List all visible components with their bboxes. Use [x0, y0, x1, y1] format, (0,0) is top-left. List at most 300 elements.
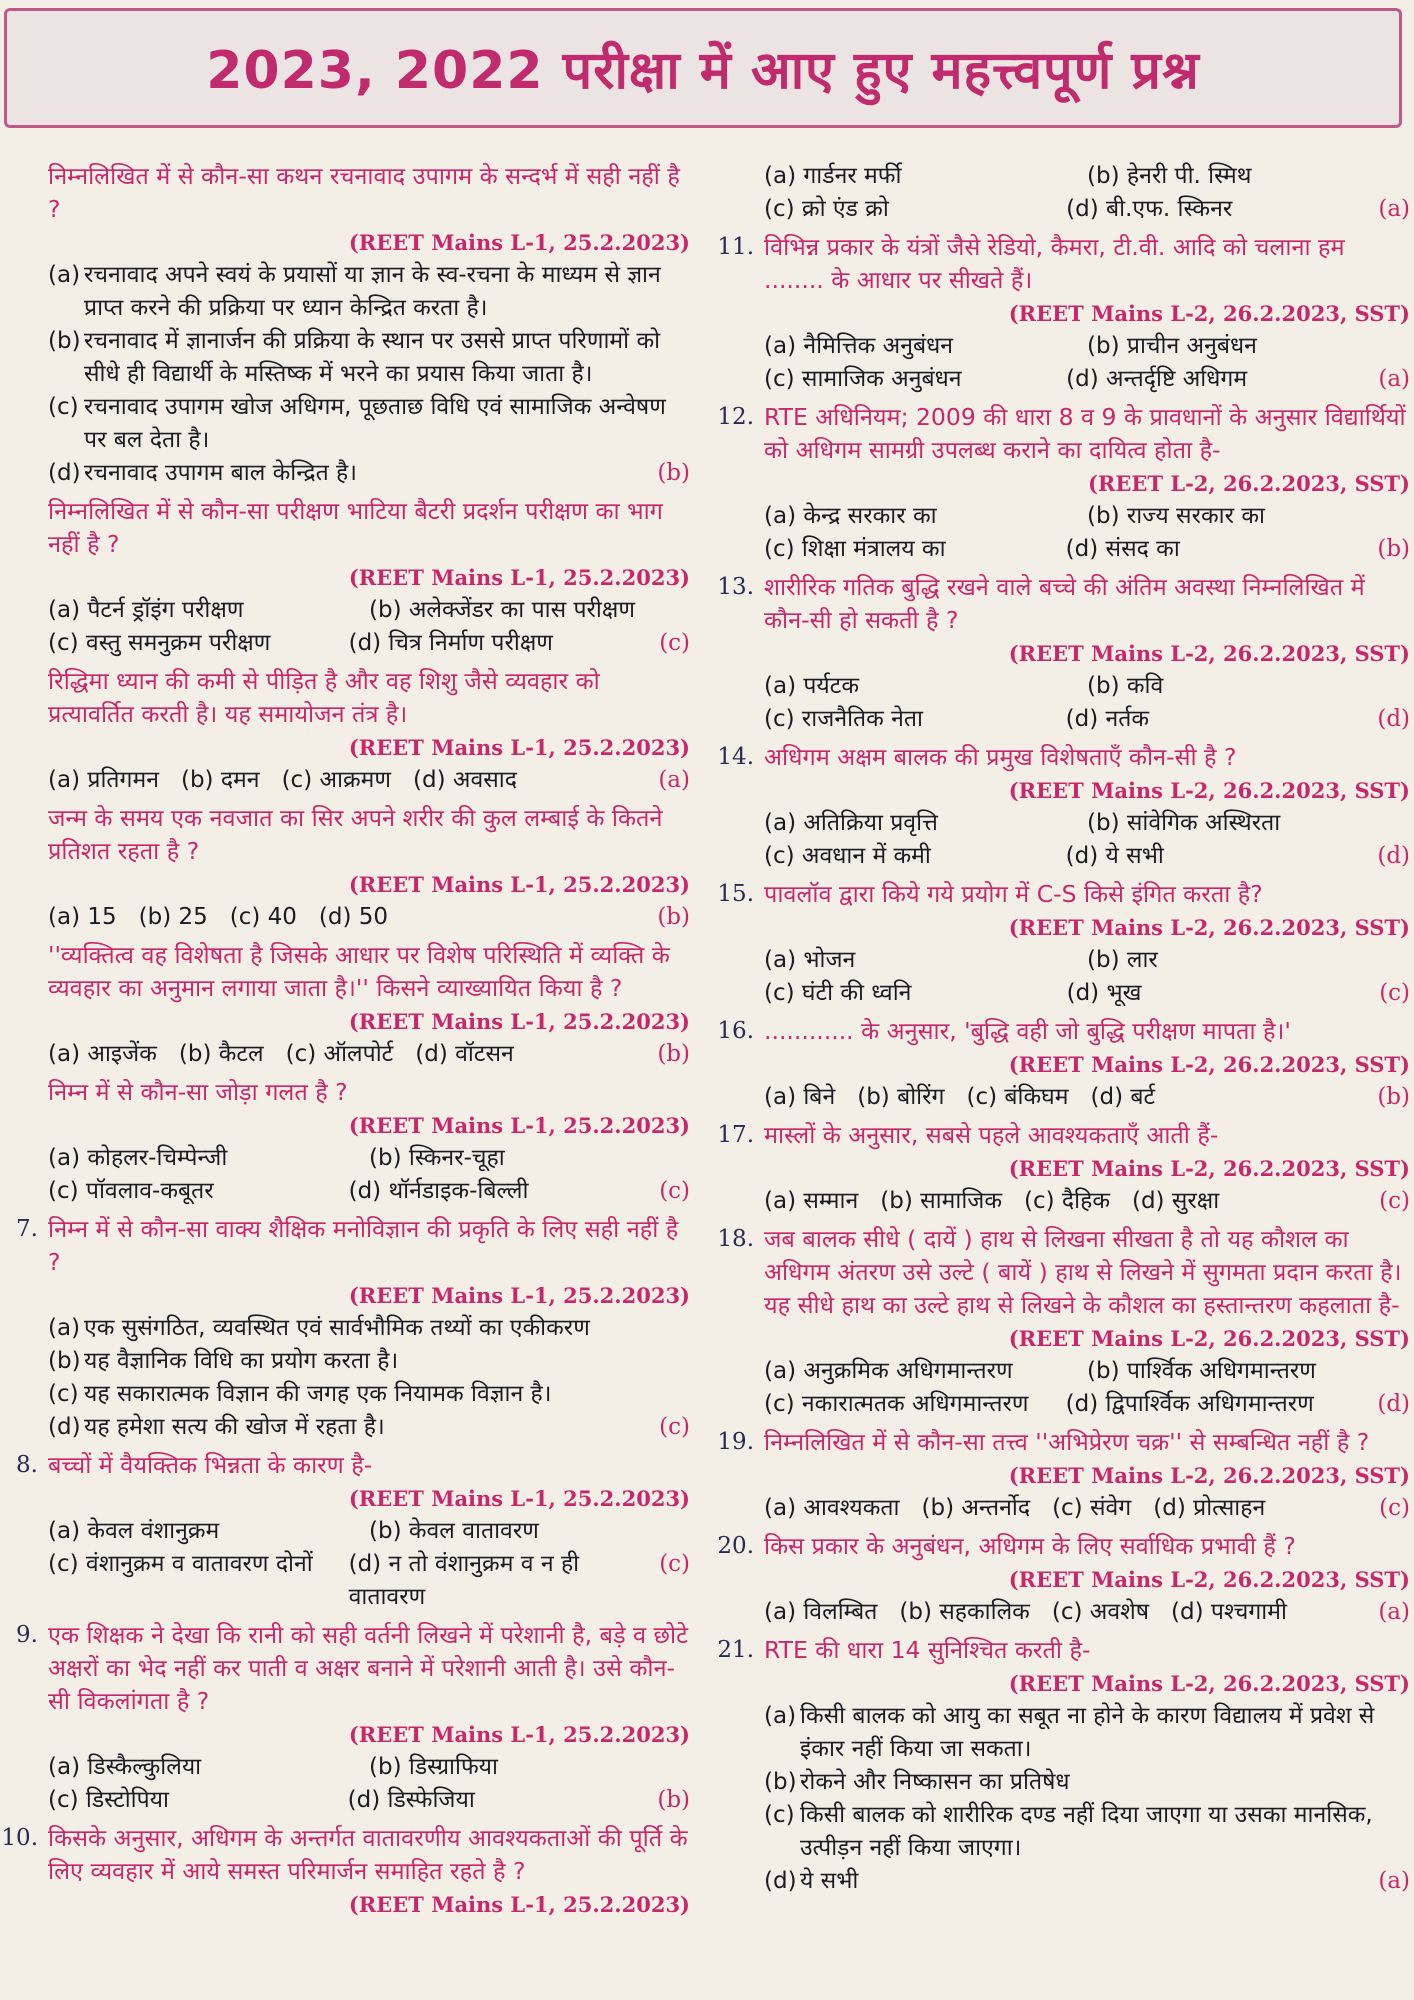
- option: (d) अन्तर्दृष्टि अधिगम: [1066, 366, 1248, 392]
- option: (a) कोहलर-चिम्पेन्जी: [48, 1145, 228, 1171]
- question-text: [48, 1619, 690, 1718]
- exam-source-line: [764, 911, 1410, 944]
- option-line: [48, 1411, 690, 1444]
- options-block: [764, 1355, 1410, 1421]
- exam-source: (REET Mains L-2, 26.2.2023, SST): [1008, 915, 1410, 940]
- option-line: [48, 391, 690, 457]
- question-text: [48, 1449, 690, 1482]
- page-title: 2023, 2022 परीक्षा में आए हुए महत्त्वपूर्ण प्रश्न: [206, 40, 1200, 101]
- option: (c) ऑलपोर्ट: [285, 1041, 394, 1067]
- question-item: [0, 1619, 690, 1817]
- question-number: 18.: [717, 1226, 754, 1252]
- question-item: [716, 1426, 1410, 1525]
- question-number: 21.: [717, 1637, 754, 1663]
- question-body: [48, 1213, 690, 1444]
- option-letter: (a): [764, 1703, 797, 1729]
- option: (a) पैटर्न ड्रॉइंग परीक्षण: [48, 597, 244, 623]
- option: (d) प्रोत्साहन: [1153, 1495, 1266, 1521]
- options-row: [48, 1175, 690, 1208]
- option-line: [48, 259, 690, 325]
- options-block: [764, 160, 1410, 226]
- option-text: यह वैज्ञानिक विधि का प्रयोग करता है।: [84, 1348, 399, 1374]
- question-number: [0, 802, 48, 934]
- question-body: [764, 1119, 1410, 1218]
- question-item: [0, 1076, 690, 1208]
- option-text: रचनावाद में ज्ञानार्जन की प्रक्रिया के स्थान पर उससे प्राप्त परिणामों को सीधे ही विद्यार्थी के मस्तिष्क में भरने का प्रयास किया जाता है।: [84, 328, 661, 387]
- question-body: [48, 1449, 690, 1614]
- question-text-content: निम्नलिखित में से कौन-सा परीक्षण भाटिया बैटरी प्रदर्शन परीक्षण का भाग नहीं है ?: [48, 497, 663, 558]
- question-item: [0, 1213, 690, 1444]
- option: (a) केन्द्र सरकार का: [764, 503, 937, 529]
- answer-key: (d): [1377, 843, 1411, 869]
- option: (b) पार्श्विक अधिगमान्तरण: [1087, 1358, 1316, 1384]
- exam-source: (REET Mains L-2, 26.2.2023, SST): [1008, 1671, 1410, 1696]
- options-block: [764, 807, 1410, 873]
- exam-source: (REET Mains L-1, 25.2.2023): [348, 735, 690, 760]
- question-body: [48, 1822, 690, 1921]
- option: (c) संवेग: [1052, 1495, 1132, 1521]
- option: (a) अतिक्रिया प्रवृत्ति: [764, 810, 938, 836]
- option: (d) बी.एफ. स्किनर: [1066, 196, 1233, 222]
- answer-key: (c): [659, 1551, 691, 1577]
- exam-source: (REET Mains L-2, 26.2.2023, SST): [1008, 1052, 1410, 1077]
- question-item: [0, 802, 690, 934]
- answer-key: (d): [1377, 1391, 1411, 1417]
- question-text-content: ............ के अनुसार, 'बुद्धि वही जो बुद्धि परीक्षण मापता है।': [764, 1017, 1291, 1045]
- question-text: [764, 401, 1410, 467]
- question-text-content: किस प्रकार के अनुबंधन, अधिगम के लिए सर्वाधिक प्रभावी हैं ?: [764, 1532, 1296, 1560]
- question-text: [764, 1223, 1410, 1322]
- answer-key: (c): [659, 1178, 691, 1204]
- question-item: [0, 495, 690, 660]
- option: (c) पॉवलाव-कबूतर: [48, 1178, 214, 1204]
- option: (a) नैमित्तिक अनुबंधन: [764, 333, 954, 359]
- question-text: [48, 495, 690, 561]
- option: (d) सुरक्षा: [1131, 1188, 1220, 1214]
- options-block: [764, 500, 1410, 566]
- question-number: [716, 160, 764, 226]
- answer-key: (b): [1377, 536, 1411, 562]
- option: (d) ये सभी: [1065, 843, 1164, 869]
- options-row: [764, 977, 1410, 1010]
- exam-source-line: [764, 1048, 1410, 1081]
- question-number: 7.: [16, 1216, 38, 1242]
- options-row: [48, 1142, 690, 1175]
- option: (c) डिस्टोपिया: [48, 1787, 169, 1813]
- option-letter: (b): [764, 1769, 797, 1795]
- question-number: 20.: [717, 1533, 754, 1559]
- option: (c) बंकिघम: [966, 1084, 1069, 1110]
- answer-key: (c): [1379, 1188, 1410, 1214]
- options-row: [764, 670, 1410, 703]
- options-block: [764, 1492, 1410, 1525]
- option: (b) सांवेगिक अस्थिरता: [1087, 810, 1281, 836]
- exam-source-line: [764, 1322, 1410, 1355]
- question-text-content: शारीरिक गतिक बुद्धि रखने वाले बच्चे की अंतिम अवस्था निम्नलिखित में कौन-सी हो सकती है ?: [764, 573, 1365, 634]
- options-block: [764, 330, 1410, 396]
- question-text-content: विभिन्न प्रकार के यंत्रों जैसे रेडियो, कैमरा, टी.वी. आदि को चलाना हम ........ के आधार पर सीखते हैं।: [764, 233, 1345, 294]
- options-block: [764, 944, 1410, 1010]
- question-item: [716, 1119, 1410, 1218]
- option: (d) डिस्फेजिया: [347, 1787, 475, 1813]
- exam-source-line: [48, 1279, 690, 1312]
- answer-key: (b): [657, 460, 690, 486]
- question-item: [0, 1449, 690, 1614]
- question-body: [764, 741, 1410, 873]
- option: (c) क्रो एंड क्रो: [764, 196, 889, 222]
- option: (b) केवल वातावरण: [369, 1518, 539, 1544]
- option: (c) 40: [229, 904, 297, 930]
- options-row: [48, 1548, 690, 1614]
- exam-source: (REET Mains L-1, 25.2.2023): [348, 872, 690, 897]
- options-block: [764, 1700, 1410, 1898]
- question-item: [0, 160, 690, 490]
- options-block: [48, 259, 690, 490]
- option: (d) नर्तक: [1065, 706, 1150, 732]
- question-body: [764, 1015, 1410, 1114]
- page-header: [4, 8, 1402, 128]
- option: (c) अवशेष: [1051, 1599, 1150, 1625]
- option-letter: (a): [48, 1315, 81, 1341]
- question-text: [764, 1015, 1410, 1048]
- question-number: 15.: [717, 881, 754, 907]
- option: (a) अनुक्रमिक अधिगमान्तरण: [764, 1358, 1013, 1384]
- exam-source: (REET Mains L-1, 25.2.2023): [348, 1892, 690, 1917]
- option-text: रचनावाद उपागम बाल केन्द्रित है।: [84, 460, 357, 486]
- exam-source: (REET Mains L-2, 26.2.2023, SST): [1008, 1326, 1410, 1351]
- question-text-content: RTE अधिनियम; 2009 की धारा 8 व 9 के प्रावधानों के अनुसार विद्यार्थियों को अधिगम सामग्री उपलब्ध कराने का दायित्व होता है-: [764, 403, 1406, 464]
- option: (d) 50: [318, 904, 389, 930]
- options-block: [48, 594, 690, 660]
- option: (a) बिने: [764, 1084, 836, 1110]
- exam-source-line: [764, 467, 1410, 500]
- options-row: [48, 627, 690, 660]
- options-row: [48, 1038, 690, 1071]
- options-row: [764, 1081, 1410, 1114]
- exam-source: (REET Mains L-1, 25.2.2023): [348, 1283, 690, 1308]
- question-number: 9.: [16, 1622, 38, 1648]
- options-block: [764, 1596, 1410, 1629]
- options-row: [764, 807, 1410, 840]
- option: (b) प्राचीन अनुबंधन: [1087, 333, 1257, 359]
- answer-key: (c): [659, 1414, 690, 1440]
- question-number: [0, 1076, 48, 1208]
- options-block: [48, 1515, 690, 1614]
- question-number: [0, 665, 48, 797]
- options-block: [48, 1312, 690, 1444]
- option: (c) राजनैतिक नेता: [764, 706, 923, 732]
- option: (c) वंशानुक्रम व वातावरण दोनों: [48, 1551, 313, 1577]
- options-row: [764, 330, 1410, 363]
- option: (d) भूख: [1066, 980, 1142, 1006]
- question-text: [764, 1119, 1410, 1152]
- option: (b) डिस्ग्राफिया: [369, 1754, 498, 1780]
- question-body: [764, 571, 1410, 736]
- option: (c) नकारात्मतक अधिगमान्तरण: [764, 1391, 1029, 1417]
- exam-source-line: [48, 1888, 690, 1921]
- exam-source: (REET Mains L-1, 25.2.2023): [348, 1722, 690, 1747]
- option: (b) लार: [1087, 947, 1158, 973]
- options-block: [48, 1142, 690, 1208]
- question-text-content: RTE की धारा 14 सुनिश्चित करती है-: [764, 1636, 1091, 1664]
- question-item: [716, 1634, 1410, 1898]
- question-item: [0, 665, 690, 797]
- option: (a) गार्डनर मर्फी: [764, 163, 902, 189]
- question-text: [48, 665, 690, 731]
- answer-key: (b): [1377, 1084, 1410, 1110]
- options-row: [48, 764, 690, 797]
- option-line: [764, 1766, 1410, 1799]
- option: (c) शिक्षा मंत्रालय का: [764, 536, 946, 562]
- question-text: [764, 571, 1410, 637]
- question-number: [0, 495, 48, 660]
- answer-key: (b): [657, 1041, 690, 1067]
- option-letter: (c): [764, 1802, 795, 1828]
- question-item: [0, 1822, 690, 1921]
- options-row: [764, 944, 1410, 977]
- option-text: यह सकारात्मक विज्ञान की जगह एक नियामक विज्ञान है।: [84, 1381, 552, 1407]
- option: (d) संसद का: [1065, 536, 1180, 562]
- question-number: [0, 160, 48, 490]
- exam-source-line: [48, 731, 690, 764]
- option: (a) प्रतिगमन: [48, 767, 159, 793]
- exam-source: (REET Mains L-1, 25.2.2023): [348, 1486, 690, 1511]
- exam-source: (REET Mains L-2, 26.2.2023, SST): [1008, 1567, 1410, 1592]
- question-body: [48, 1076, 690, 1208]
- question-text-content: पावलॉव द्वारा किये गये प्रयोग में C-S किसे इंगित करता है?: [764, 880, 1263, 908]
- option: (d) न तो वंशानुक्रम व न ही वातावरण: [348, 1551, 580, 1610]
- question-text: [48, 802, 690, 868]
- right-column: [716, 160, 1410, 1903]
- options-row: [48, 1751, 690, 1784]
- option-letter: (d): [764, 1868, 797, 1894]
- exam-source-line: [48, 1718, 690, 1751]
- exam-source: (REET Mains L-1, 25.2.2023): [348, 565, 690, 590]
- option-text: यह हमेशा सत्य की खोज में रहता है।: [84, 1414, 385, 1440]
- option-letter: (b): [48, 328, 81, 354]
- option: (c) सामाजिक अनुबंधन: [764, 366, 962, 392]
- option: (b) राज्य सरकार का: [1087, 503, 1265, 529]
- exam-source: (REET Mains L-1, 25.2.2023): [348, 1009, 690, 1034]
- exam-source: (REET Mains L-1, 25.2.2023): [348, 230, 690, 255]
- option: (c) आक्रमण: [281, 767, 392, 793]
- options-row: [764, 1492, 1410, 1525]
- question-body: [48, 665, 690, 797]
- option: (d) थॉर्नडाइक-बिल्ली: [348, 1178, 529, 1204]
- question-text-content: निम्न में से कौन-सा वाक्य शैक्षिक मनोविज्ञान की प्रकृति के लिए सही नहीं है ?: [48, 1215, 679, 1276]
- question-text: [48, 939, 690, 1005]
- question-text-content: ''व्यक्तित्व वह विशेषता है जिसके आधार पर विशेष परिस्थिति में व्यक्ति के व्यवहार का अनुमान लगाया जाता है।'' किसने व्याख्यायित किया है ?: [48, 941, 670, 1002]
- exam-source: (REET Mains L-2, 26.2.2023, SST): [1008, 1156, 1410, 1181]
- option-text: रचनावाद अपने स्वयं के प्रयासों या ज्ञान के स्व-रचना के माध्यम से ज्ञान प्राप्त करने की प्रक्रिया पर ध्यान केन्द्रित करता है।: [84, 262, 661, 321]
- options-block: [764, 1185, 1410, 1218]
- option: (b) कवि: [1087, 673, 1164, 699]
- option-line: [764, 1799, 1410, 1865]
- option-line: [48, 325, 690, 391]
- question-item: [716, 160, 1410, 226]
- question-text: [48, 1076, 690, 1109]
- option-letter: (b): [48, 1348, 81, 1374]
- option: (a) 15: [48, 904, 117, 930]
- option: (b) अलेक्जेंडर का पास परीक्षण: [369, 597, 636, 623]
- question-text-content: निम्नलिखित में से कौन-सा तत्त्व ''अभिप्रेरण चक्र'' से सम्बन्धित नहीं है ?: [764, 1428, 1370, 1456]
- option-line: [48, 1378, 690, 1411]
- options-row: [764, 500, 1410, 533]
- question-item: [716, 401, 1410, 566]
- question-number: 10.: [1, 1825, 38, 1851]
- option-text: रचनावाद उपागम खोज अधिगम, पूछताछ विधि एवं सामाजिक अन्वेषण पर बल देता है।: [84, 394, 666, 453]
- option: (d) द्विपार्श्विक अधिगमान्तरण: [1065, 1391, 1314, 1417]
- question-text: [764, 1634, 1410, 1667]
- option-letter: (a): [48, 262, 81, 288]
- question-body: [764, 1530, 1410, 1629]
- question-body: [764, 401, 1410, 566]
- question-body: [48, 1619, 690, 1817]
- option-text: एक सुसंगठित, व्यवस्थित एवं सार्वभौमिक तथ्यों का एकीकरण: [84, 1315, 590, 1341]
- question-number: 19.: [717, 1429, 754, 1455]
- options-row: [764, 1355, 1410, 1388]
- options-row: [48, 901, 690, 934]
- option-line: [48, 1312, 690, 1345]
- options-block: [764, 1081, 1410, 1114]
- options-block: [48, 764, 690, 797]
- options-row: [48, 1515, 690, 1548]
- exam-source: (REET Mains L-1, 25.2.2023): [348, 1113, 690, 1138]
- option: (b) स्किनर-चूहा: [369, 1145, 505, 1171]
- question-text-content: मास्लों के अनुसार, सबसे पहले आवश्यकताएँ आती हैं-: [764, 1121, 1219, 1149]
- question-text-content: निम्न में से कौन-सा जोड़ा गलत है ?: [48, 1078, 348, 1106]
- exam-source-line: [764, 1667, 1410, 1700]
- options-block: [48, 1751, 690, 1817]
- options-row: [764, 1388, 1410, 1421]
- options-block: [48, 901, 690, 934]
- exam-source: (REET Mains L-2, 26.2.2023, SST): [1008, 641, 1410, 666]
- answer-key: (a): [1378, 1868, 1410, 1894]
- exam-source-line: [48, 868, 690, 901]
- option: (b) अन्तर्नोद: [921, 1495, 1031, 1521]
- question-body: [764, 1426, 1410, 1525]
- options-row: [764, 840, 1410, 873]
- option: (a) आइजेंक: [48, 1041, 157, 1067]
- exam-source: (REET Mains L-2, 26.2.2023, SST): [1008, 778, 1410, 803]
- option: (c) अवधान में कमी: [764, 843, 931, 869]
- question-number: 17.: [717, 1122, 754, 1148]
- question-number: 12.: [717, 404, 754, 430]
- question-text-content: बच्चों में वैयक्तिक भिन्नता के कारण है-: [48, 1451, 373, 1479]
- option: (b) कैटल: [178, 1041, 264, 1067]
- option: (c) घंटी की ध्वनि: [764, 980, 912, 1006]
- exam-source-line: [764, 1459, 1410, 1492]
- option: (a) केवल वंशानुक्रम: [48, 1518, 220, 1544]
- question-text: [764, 231, 1410, 297]
- answer-key: (d): [1377, 706, 1411, 732]
- option: (d) अवसाद: [413, 767, 517, 793]
- options-row: [764, 363, 1410, 396]
- question-text: [764, 1426, 1410, 1459]
- option-line: [764, 1700, 1410, 1766]
- exam-source-line: [48, 1109, 690, 1142]
- question-body: [764, 1223, 1410, 1421]
- option-letter: (c): [48, 1381, 79, 1407]
- options-row: [764, 160, 1410, 193]
- options-row: [764, 193, 1410, 226]
- option: (a) भोजन: [764, 947, 856, 973]
- question-text: [48, 160, 690, 226]
- exam-source: (REET Mains L-2, 26.2.2023, SST): [1008, 301, 1410, 326]
- question-text-content: निम्नलिखित में से कौन-सा कथन रचनावाद उपागम के सन्दर्भ में सही नहीं है ?: [48, 162, 680, 223]
- option: (c) वस्तु समनुक्रम परीक्षण: [48, 630, 271, 656]
- exam-source-line: [764, 1563, 1410, 1596]
- question-item: [716, 878, 1410, 1010]
- option: (c) दैहिक: [1024, 1188, 1110, 1214]
- answer-key: (b): [657, 1787, 691, 1813]
- left-column: [0, 160, 690, 1926]
- question-item: [716, 571, 1410, 736]
- option-letter: (c): [48, 394, 79, 420]
- option: (d) पश्चगामी: [1171, 1599, 1287, 1625]
- question-text: [764, 741, 1410, 774]
- question-text-content: एक शिक्षक ने देखा कि रानी को सही वर्तनी लिखने में परेशानी है, बड़े व छोटे अक्षरों का भेद नहीं कर पाती व अक्षर बनाने में परेशानी आती है। उसे कौन-सी विकलांगता है ?: [48, 1621, 688, 1715]
- options-row: [764, 1596, 1410, 1629]
- options-row: [48, 1784, 690, 1817]
- option: (b) बोरिंग: [857, 1084, 945, 1110]
- answer-key: (a): [1378, 1599, 1410, 1625]
- answer-key: (b): [657, 904, 690, 930]
- answer-key: (a): [658, 767, 690, 793]
- option: (b) 25: [138, 904, 208, 930]
- option-text: ये सभी: [800, 1868, 859, 1894]
- question-item: [0, 939, 690, 1071]
- option-text: रोकने और निष्कासन का प्रतिषेध: [800, 1769, 1070, 1795]
- option: (b) दमन: [180, 767, 260, 793]
- question-number: 11.: [717, 234, 754, 260]
- option-text: किसी बालक को आयु का सबूत ना होने के कारण विद्यालय में प्रवेश से इंकार नहीं किया जा सकता।: [800, 1703, 1375, 1762]
- question-item: [716, 231, 1410, 396]
- option-letter: (d): [48, 1414, 81, 1440]
- question-body: [48, 495, 690, 660]
- answer-key: (c): [659, 630, 691, 656]
- option: (d) बर्ट: [1090, 1084, 1156, 1110]
- question-body: [48, 160, 690, 490]
- option: (b) सहकालिक: [899, 1599, 1030, 1625]
- question-item: [716, 1223, 1410, 1421]
- options-row: [764, 703, 1410, 736]
- answer-key: (a): [1378, 366, 1411, 392]
- question-number: 14.: [717, 744, 754, 770]
- question-number: [0, 939, 48, 1071]
- question-text: [764, 878, 1410, 911]
- option: (a) आवश्यकता: [764, 1495, 900, 1521]
- option: (b) सामाजिक: [880, 1188, 1003, 1214]
- question-body: [48, 939, 690, 1071]
- question-text-content: जब बालक सीधे ( दायें ) हाथ से लिखना सीखता है तो यह कौशल का अधिगम अंतरण उसे उल्टे ( बायें ) हाथ से लिखने में सुगमता प्रदान करता है। यह सीधे हाथ का उल्टे हाथ से लिखने के कौशल का हस्तान्तरण कहलाता है-: [764, 1225, 1402, 1319]
- exam-source-line: [764, 774, 1410, 807]
- exam-source-line: [764, 637, 1410, 670]
- exam-source-line: [764, 297, 1410, 330]
- question-text: [48, 1213, 690, 1279]
- answer-key: (c): [1379, 980, 1411, 1006]
- option: (a) पर्यटक: [764, 673, 860, 699]
- answer-key: (a): [1378, 196, 1411, 222]
- option-letter: (d): [48, 460, 81, 486]
- question-body: [764, 878, 1410, 1010]
- exam-source-line: [48, 561, 690, 594]
- option-line: [48, 1345, 690, 1378]
- question-text: [48, 1822, 690, 1888]
- option: (a) विलम्बित: [764, 1599, 878, 1625]
- question-body: [48, 802, 690, 934]
- option: (a) डिस्कैल्कुलिया: [48, 1754, 202, 1780]
